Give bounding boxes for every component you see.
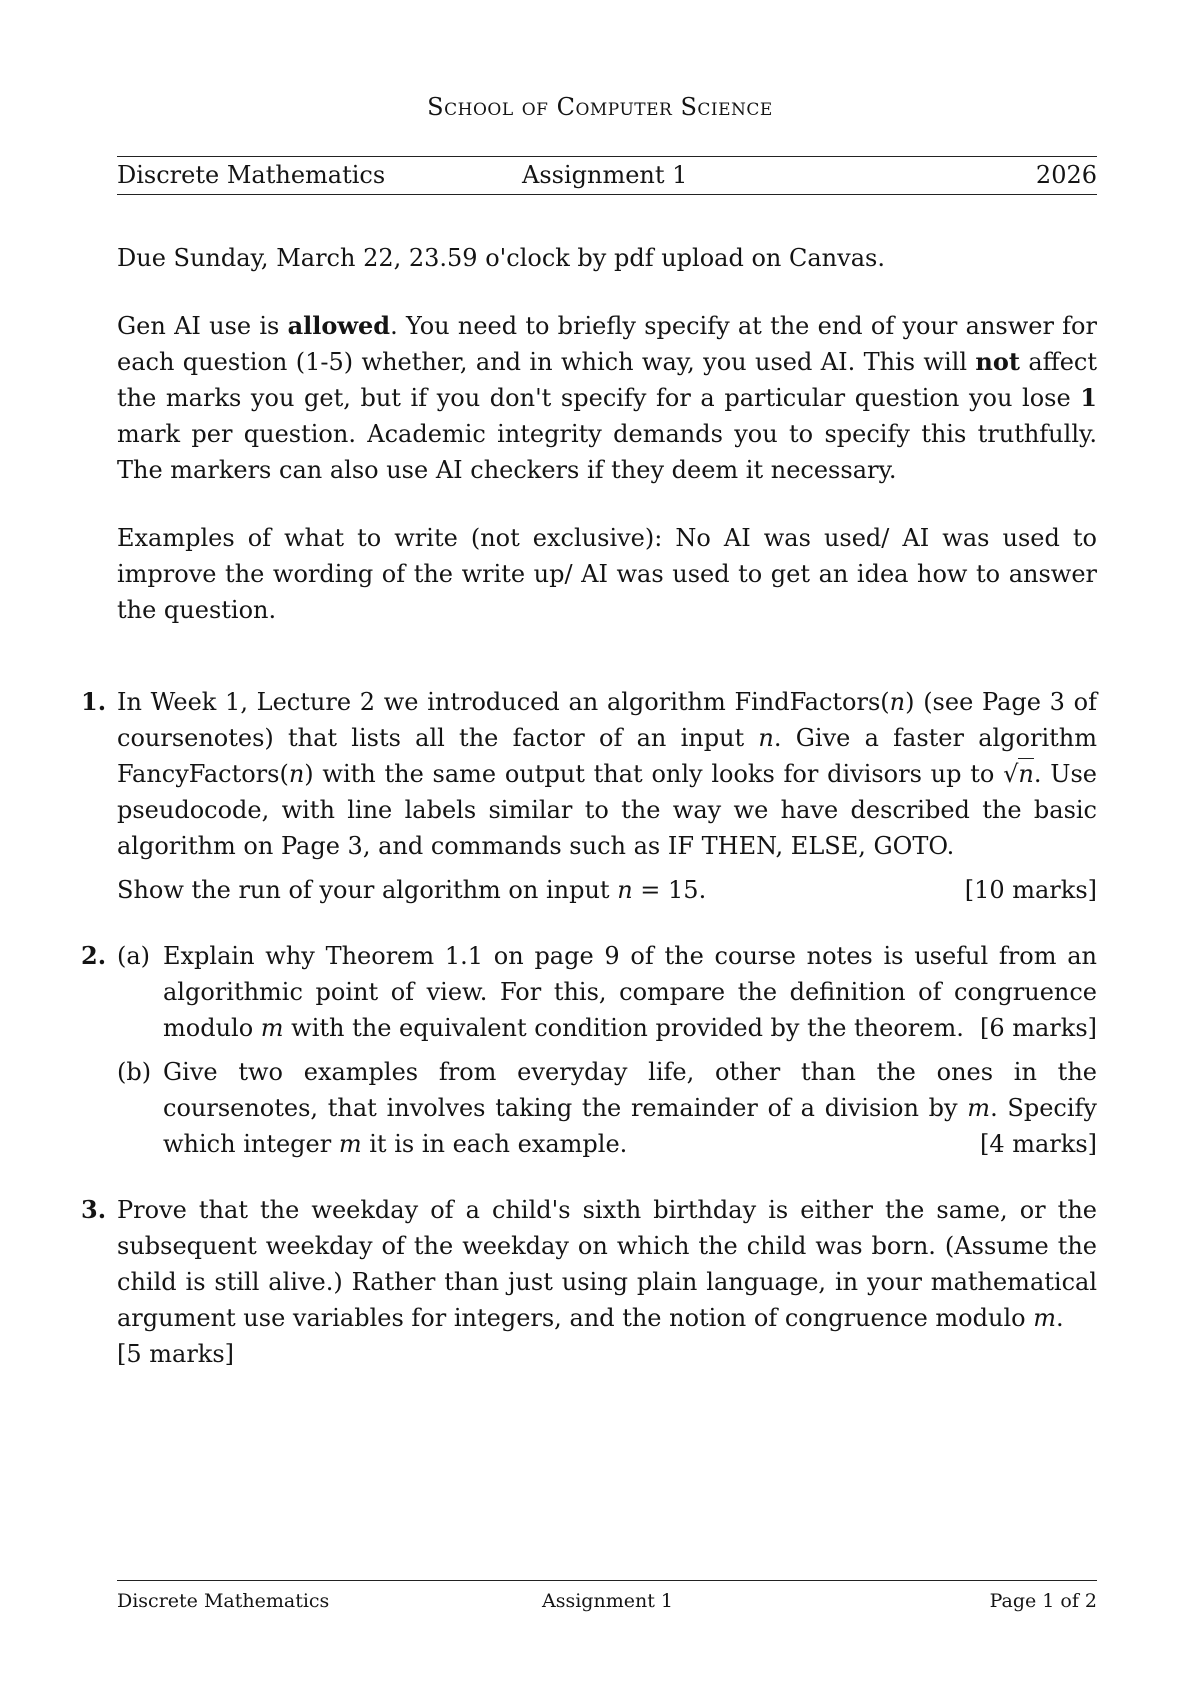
year: 2026 bbox=[1035, 161, 1097, 189]
question-1-run: Show the run of your algorithm on input n = 15. [10 marks] bbox=[117, 872, 1097, 908]
due-date: Due Sunday, March 22, 23.59 o'clock by pdf upload on Canvas. bbox=[117, 244, 885, 272]
question-2a: (a) Explain why Theorem 1.1 on page 9 of the course notes is useful from an algorithmic point of view. For this, compare the definition of congruence modulo m with the equivalent condition provided by the theorem. [6 marks] bbox=[117, 938, 1097, 1046]
question-2 bbox=[81, 938, 1097, 1162]
header-bottom-rule bbox=[117, 194, 1097, 195]
question-3-text: Prove that the weekday of a child's sixth birthday is either the same, or the subsequent weekday of the weekday on which the child was born. (Assume the child is still alive.) Rather than just using plain language, in your mathematical argument use variables for integers, and the notion of congruence modulo m. [5 marks] bbox=[117, 1196, 1097, 1368]
question-2b: (b) Give two examples from everyday life, other than the ones in the coursenotes, that involves taking the remainder of a division by m. Specify which integer m it is in each example. [4 marks] bbox=[117, 1054, 1097, 1162]
question-number: 3. bbox=[81, 1195, 107, 1224]
not-bold: not bbox=[975, 347, 1020, 376]
assignment-title: Assignment 1 bbox=[522, 161, 688, 189]
course-name: Discrete Mathematics bbox=[117, 161, 386, 189]
school-title: School of Computer Science bbox=[427, 93, 773, 121]
footer-rule bbox=[117, 1580, 1097, 1581]
footer-assignment: Assignment 1 bbox=[542, 1590, 673, 1612]
question-1 bbox=[81, 684, 1097, 908]
one-bold: 1 bbox=[1080, 383, 1097, 412]
marks: [4 marks] bbox=[979, 1130, 1097, 1158]
page-number: Page 1 of 2 bbox=[989, 1590, 1097, 1612]
question-1-text: In Week 1, Lecture 2 we introduced an algorithm FindFactors(n) (see Page 3 of coursenotes) that lists all the factor of an input n. Give a faster algorithm FancyFactors(n) with the same output that only looks for divisors up to √n. Use pseudocode, with line labels similar to the way we have described the basic algorithm on Page 3, and commands such as IF THEN, ELSE, GOTO. bbox=[117, 688, 1097, 860]
ai-examples: Examples of what to write (not exclusive): No AI was used/ AI was used to improve the wording of the write up/ AI was used to get an idea how to answer the question. bbox=[117, 524, 1097, 624]
sqrt-symbol: √ bbox=[1003, 760, 1019, 788]
marks: [5 marks] bbox=[117, 1340, 235, 1368]
footer bbox=[117, 1586, 1097, 1616]
question-number: 1. bbox=[81, 687, 107, 716]
ai-policy: Gen AI use is allowed. You need to briefly specify at the end of your answer for each question (1-5) whether, and in which way, you used AI. This will not affect the marks you get, but if you don't specify for a particular question you lose 1 mark per question. Academic integrity demands you to specify this truthfully. The markers can also use AI checkers if they deem it necessary. bbox=[117, 311, 1097, 484]
footer-course: Discrete Mathematics bbox=[117, 1590, 330, 1612]
header-top-rule bbox=[117, 156, 1097, 157]
question-3 bbox=[81, 1192, 1097, 1372]
document-body bbox=[81, 240, 1097, 1396]
marks: [6 marks] bbox=[979, 1014, 1097, 1042]
header-row bbox=[117, 158, 1097, 192]
marks: [10 marks] bbox=[964, 876, 1097, 904]
allowed-bold: allowed bbox=[287, 311, 391, 340]
question-number: 2. bbox=[81, 941, 107, 970]
